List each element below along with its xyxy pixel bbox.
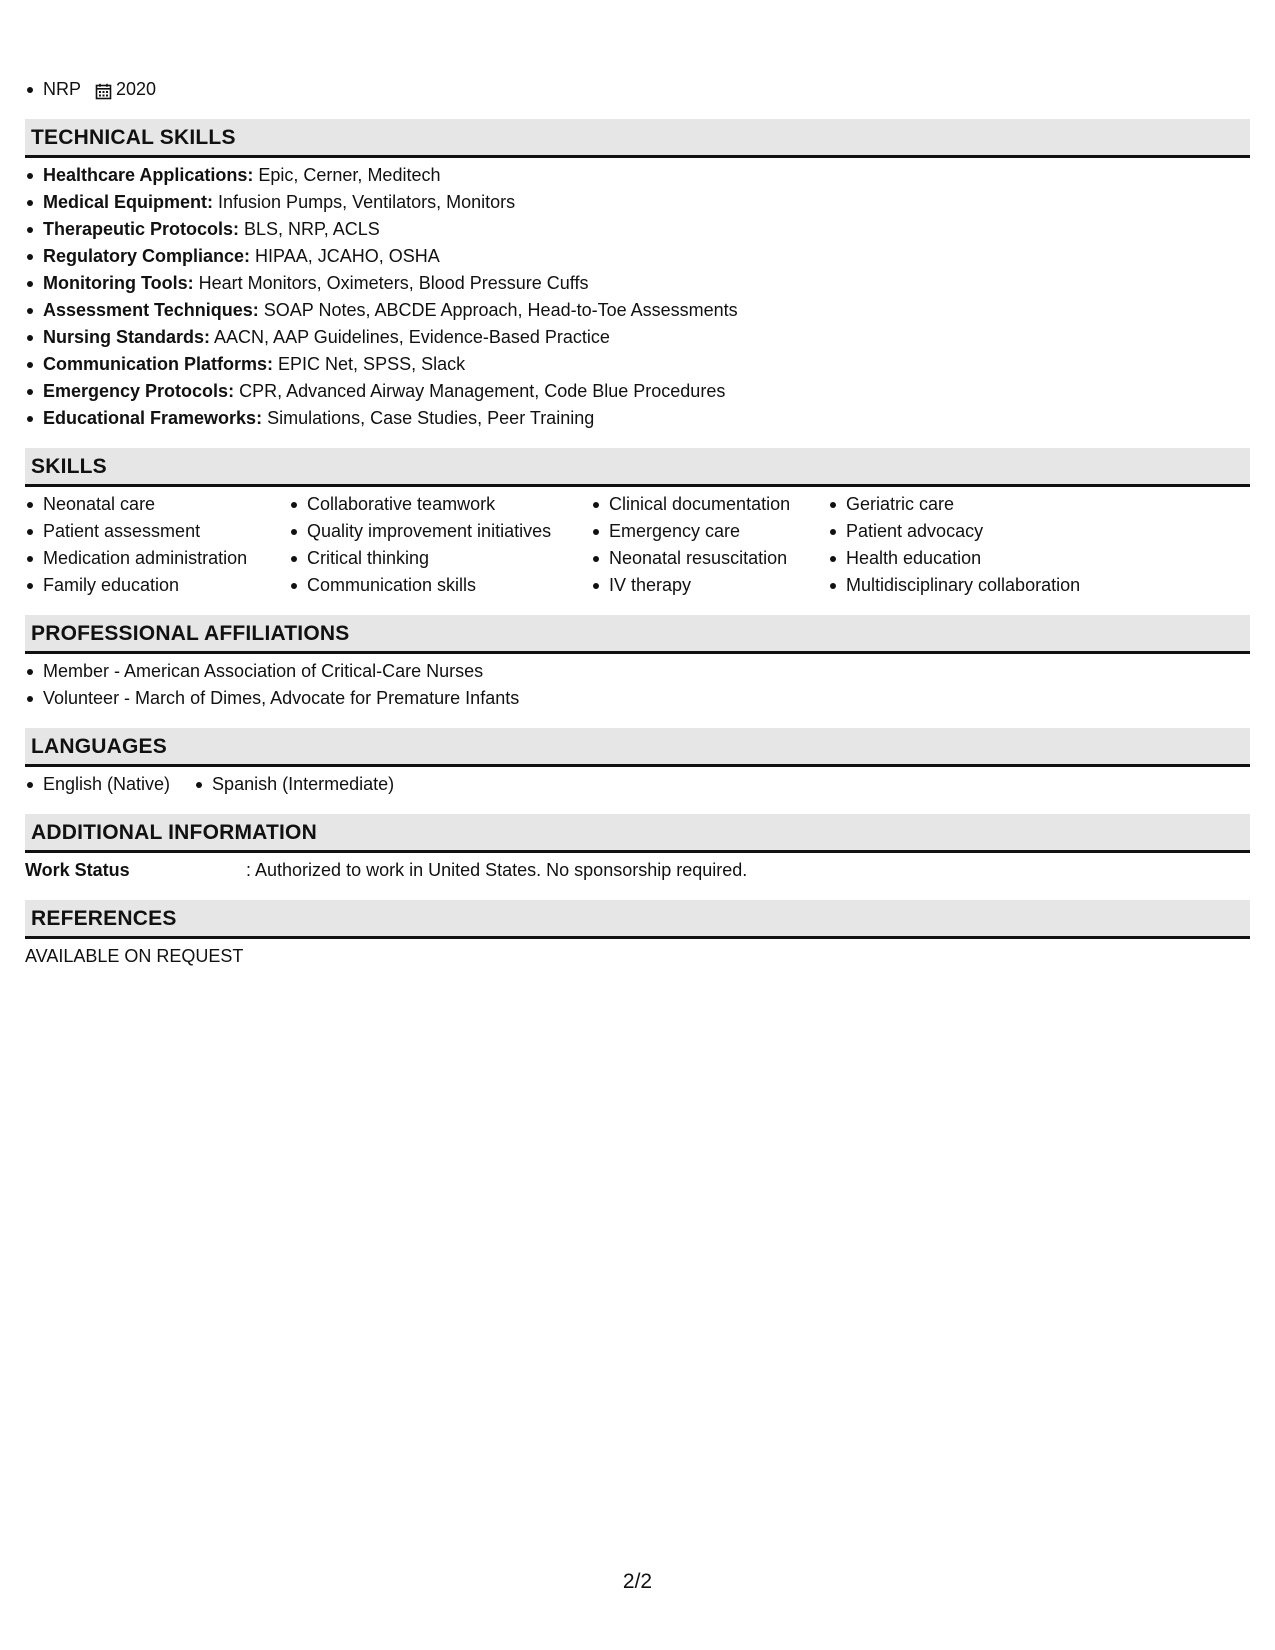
technical-skill-value: AACN, AAP Guidelines, Evidence-Based Practice [210,327,610,347]
technical-skill-label: Educational Frameworks: [43,408,263,428]
affiliation-item: Volunteer - March of Dimes, Advocate for Premature Infants [25,685,1250,712]
references-text: AVAILABLE ON REQUEST [25,946,244,966]
additional-info-heading: ADDITIONAL INFORMATION [25,814,1250,853]
certifications-list [25,76,1250,103]
technical-skill-item [25,216,1250,243]
technical-skill-value: SOAP Notes, ABCDE Approach, Head-to-Toe Assessments [258,300,738,320]
technical-skill-label: Assessment Techniques: [43,300,259,320]
skill-item: Multidisciplinary collaboration [828,572,1128,599]
skill-item: Collaborative teamwork [289,491,591,518]
language-item: English (Native) [25,771,170,798]
skills-column [25,491,289,599]
technical-skill-label: Nursing Standards: [43,327,211,347]
languages-list [25,771,1250,798]
skills-heading: SKILLS [25,448,1250,487]
technical-skill-label: Therapeutic Protocols: [43,219,240,239]
technical-skill-label: Monitoring Tools: [43,273,194,293]
technical-skill-value: Infusion Pumps, Ventilators, Monitors [213,192,516,212]
skill-item: Geriatric care [828,491,1128,518]
technical-skill-item [25,189,1250,216]
technical-skill-value: HIPAA, JCAHO, OSHA [250,246,440,266]
technical-skill-item [25,297,1250,324]
page-number: 2/2 [622,1570,653,1593]
skill-item: Quality improvement initiatives [289,518,591,545]
technical-skill-item [25,162,1250,189]
skill-item: Neonatal resuscitation [591,545,828,572]
affiliations-list [25,658,1250,712]
technical-skill-label: Healthcare Applications: [43,165,254,185]
technical-skill-value: Epic, Cerner, Meditech [253,165,441,185]
skills-column [289,491,591,599]
skill-item: IV therapy [591,572,828,599]
skills-grid [25,491,1250,599]
skill-item: Communication skills [289,572,591,599]
work-status-row [25,857,1250,884]
technical-skill-label: Medical Equipment: [43,192,214,212]
technical-skill-item [25,405,1250,432]
technical-skills-heading: TECHNICAL SKILLS [25,119,1250,158]
skill-item: Clinical documentation [591,491,828,518]
calendar-icon [95,81,112,98]
skill-item: Emergency care [591,518,828,545]
certification-name: NRP [43,79,82,99]
skill-item: Neonatal care [25,491,289,518]
technical-skill-label: Emergency Protocols: [43,381,235,401]
technical-skill-value: BLS, NRP, ACLS [239,219,380,239]
skill-item: Medication administration [25,545,289,572]
languages-heading: LANGUAGES [25,728,1250,767]
technical-skill-value: Simulations, Case Studies, Peer Training [262,408,595,428]
skill-item: Family education [25,572,289,599]
affiliations-heading: PROFESSIONAL AFFILIATIONS [25,615,1250,654]
technical-skill-item [25,324,1250,351]
technical-skill-label: Communication Platforms: [43,354,274,374]
certification-year: 2020 [116,79,157,99]
technical-skills-list [25,162,1250,432]
technical-skill-value: Heart Monitors, Oximeters, Blood Pressure Cuffs [193,273,589,293]
work-status-value: : Authorized to work in United States. No sponsorship required. [246,860,748,880]
skill-item: Critical thinking [289,545,591,572]
skill-item: Patient advocacy [828,518,1128,545]
skills-column [828,491,1128,599]
skill-item: Health education [828,545,1128,572]
technical-skill-label: Regulatory Compliance: [43,246,251,266]
technical-skill-value: EPIC Net, SPSS, Slack [273,354,466,374]
technical-skill-item [25,270,1250,297]
technical-skill-value: CPR, Advanced Airway Management, Code Blue Procedures [234,381,726,401]
language-item: Spanish (Intermediate) [194,771,394,798]
skills-column [591,491,828,599]
certification-item [25,76,1250,103]
work-status-label: Work Status [25,860,130,880]
technical-skill-item [25,243,1250,270]
references-heading: REFERENCES [25,900,1250,939]
affiliation-item: Member - American Association of Critical-Care Nurses [25,658,1250,685]
skill-item: Patient assessment [25,518,289,545]
resume-page [25,76,1250,970]
technical-skill-item [25,378,1250,405]
technical-skill-item [25,351,1250,378]
